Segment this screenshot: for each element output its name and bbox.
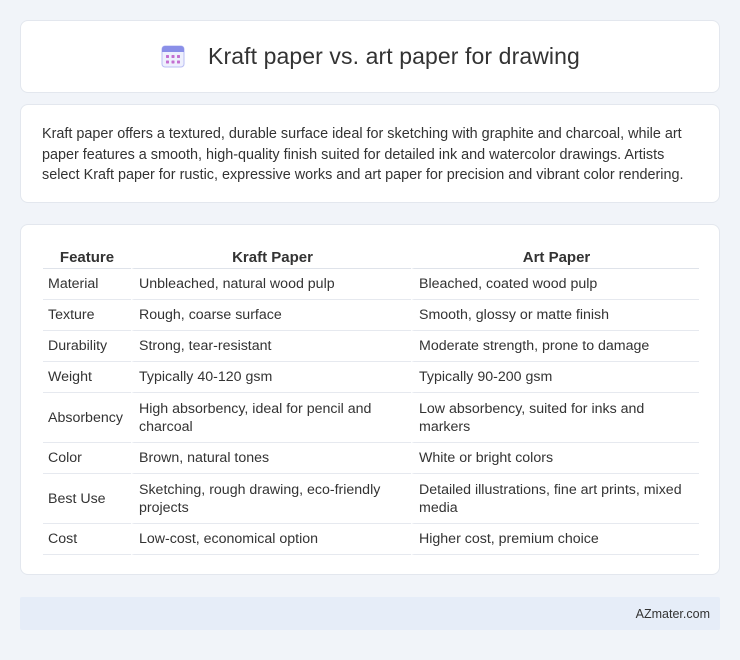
column-header-feature: Feature (43, 245, 131, 269)
table-row (43, 269, 699, 300)
art-cell: Bleached, coated wood pulp (411, 269, 699, 300)
kraft-cell: High absorbency, ideal for pencil and charcoal (131, 393, 411, 443)
art-cell: Higher cost, premium choice (411, 524, 699, 555)
art-cell: Moderate strength, prone to damage (411, 331, 699, 362)
kraft-cell: Low-cost, economical option (131, 524, 411, 555)
feature-cell: Texture (43, 300, 131, 331)
table-row (43, 331, 699, 362)
kraft-cell: Typically 40-120 gsm (131, 362, 411, 393)
comparison-card (20, 224, 720, 575)
column-header-kraft-paper: Kraft Paper (131, 245, 411, 269)
table-row (43, 474, 699, 524)
table-row (43, 300, 699, 331)
title-wrap (160, 43, 580, 70)
intro-paragraph: Kraft paper offers a textured, durable surface ideal for sketching with graphite and charcoal, while art paper features a smooth, high-quality finish suited for detailed ink and watercolor drawings. Artists select Kraft paper for rustic, expressive works and art paper for precision and vibrant color rendering. (42, 126, 684, 183)
feature-cell: Color (43, 443, 131, 474)
calendar-grid-icon (160, 43, 186, 69)
art-cell: Typically 90-200 gsm (411, 362, 699, 393)
art-cell: Smooth, glossy or matte finish (411, 300, 699, 331)
feature-cell: Weight (43, 362, 131, 393)
table-row (43, 393, 699, 443)
comparison-table (43, 245, 699, 555)
footer-bar (20, 597, 720, 630)
kraft-cell: Unbleached, natural wood pulp (131, 269, 411, 300)
kraft-cell: Sketching, rough drawing, eco-friendly projects (131, 474, 411, 524)
page-title: Kraft paper vs. art paper for drawing (208, 43, 580, 69)
column-header-art-paper: Art Paper (411, 245, 699, 269)
intro-card (20, 104, 720, 203)
kraft-cell: Rough, coarse surface (131, 300, 411, 331)
kraft-cell: Strong, tear-resistant (131, 331, 411, 362)
table-row (43, 443, 699, 474)
feature-cell: Cost (43, 524, 131, 555)
table-row (43, 524, 699, 555)
table-header-row (43, 245, 699, 269)
table-row (43, 362, 699, 393)
art-cell: Detailed illustrations, fine art prints, mixed media (411, 474, 699, 524)
feature-cell: Best Use (43, 474, 131, 524)
feature-cell: Durability (43, 331, 131, 362)
kraft-cell: Brown, natural tones (131, 443, 411, 474)
art-cell: Low absorbency, suited for inks and markers (411, 393, 699, 443)
art-cell: White or bright colors (411, 443, 699, 474)
feature-cell: Material (43, 269, 131, 300)
site-credit: AZmater.com (635, 606, 710, 621)
feature-cell: Absorbency (43, 393, 131, 443)
title-card (20, 20, 720, 93)
